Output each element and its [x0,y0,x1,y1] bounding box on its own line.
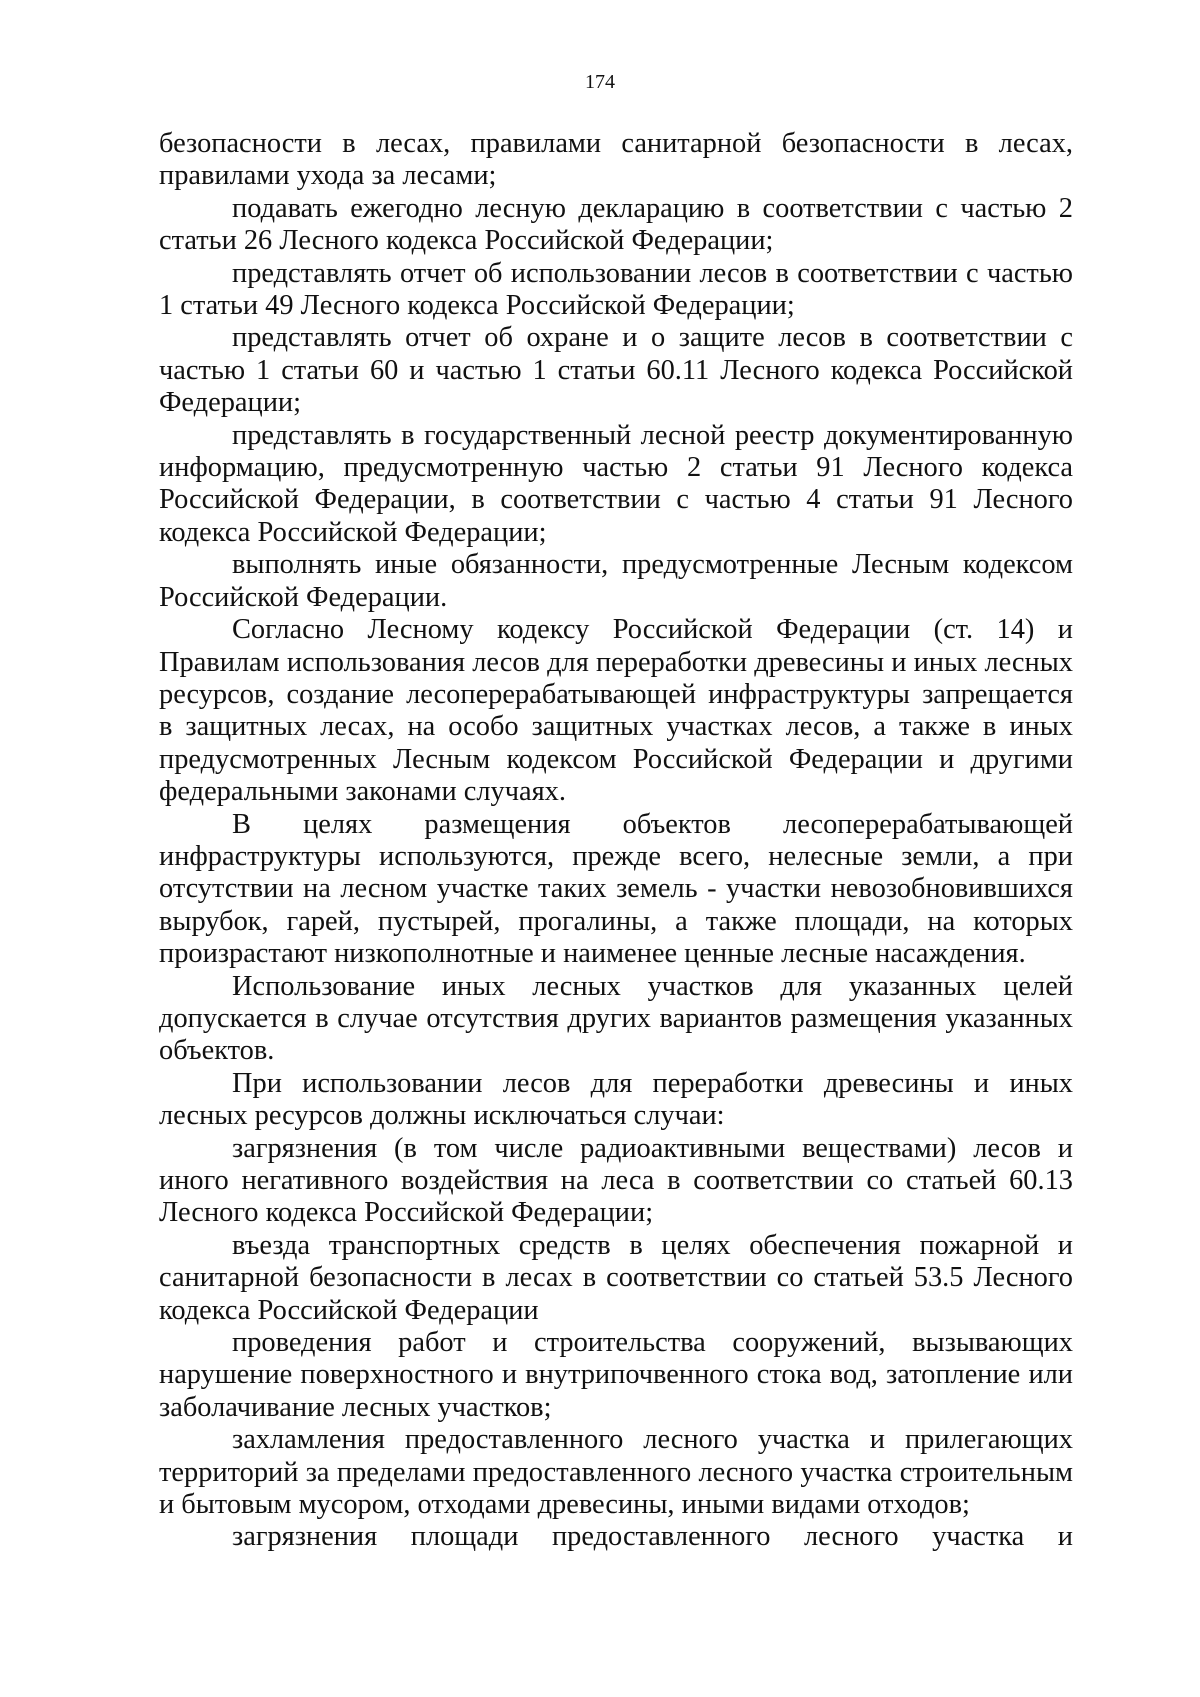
paragraph-7: Согласно Лесному кодексу Российской Федерации (ст. 14) и Правилам использования лесов для переработки древесины и иных лесных ресурсов, создание лесоперерабатывающей инфраструктуры запрещается в защитных лесах, на особо защитных участках лесов, а также в иных предусмотренных Лесным кодексом Российской Федерации и другими федеральными законами случаях. [159,614,1073,808]
paragraph-13: проведения работ и строительства сооружений, вызывающих нарушение поверхностного и внутрипочвенного стока вод, затопление или заболачивание лесных участков; [159,1327,1073,1423]
page-number: 174 [585,71,615,93]
paragraph-1: безопасности в лесах, правилами санитарной безопасности в лесах, правилами ухода за лесами; [159,128,1073,192]
paragraph-10: При использовании лесов для переработки древесины и иных лесных ресурсов должны исключаться случаи: [159,1067,1073,1132]
paragraph-4: представлять отчет об охране и о защите лесов в соответствии с частью 1 статьи 60 и частью 1 статьи 60.11 Лесного кодекса Российской Федерации; [159,322,1073,419]
paragraph-6: выполнять иные обязанности, предусмотренные Лесным кодексом Российской Федерации. [159,549,1073,613]
paragraph-11: загрязнения (в том числе радиоактивными веществами) лесов и иного негативного воздействия на леса в соответствии со статьей 60.13 Лесного кодекса Российской Федерации; [159,1132,1073,1229]
paragraph-3: представлять отчет об использовании лесов в соответствии с частью 1 статьи 49 Лесного кодекса Российской Федерации; [159,257,1073,322]
paragraph-15: загрязнения площади предоставленного лесного участка и [232,1521,1073,1553]
document-body [159,128,1073,1554]
paragraph-2: подавать ежегодно лесную декларацию в соответствии с частью 2 статьи 26 Лесного кодекса Российской Федерации; [159,192,1073,257]
paragraph-5: представлять в государственный лесной реестр документированную информацию, предусмотренную частью 2 статьи 91 Лесного кодекса Российской Федерации, в соответствии с частью 4 статьи 91 Лесного кодекса Российской Федерации; [159,419,1073,548]
paragraph-12: въезда транспортных средств в целях обеспечения пожарной и санитарной безопасности в лесах в соответствии со статьей 53.5 Лесного кодекса Российской Федерации [159,1229,1073,1326]
paragraph-14: захламления предоставленного лесного участка и прилегающих территорий за пределами предоставленного лесного участка строительным и бытовым мусором, отходами древесины, иными видами отходов; [159,1424,1073,1521]
paragraph-9: Использование иных лесных участков для указанных целей допускается в случае отсутствия других вариантов размещения указанных объектов. [159,970,1073,1067]
paragraph-8: В целях размещения объектов лесоперерабатывающей инфраструктуры используются, прежде всего, нелесные земли, а при отсутствии на лесном участке таких земель - участки невозобновившихся вырубок, гарей, пустырей, прогалины, а также площади, на которых произрастают низкополнотные и наименее ценные лесные насаждения. [159,808,1073,970]
